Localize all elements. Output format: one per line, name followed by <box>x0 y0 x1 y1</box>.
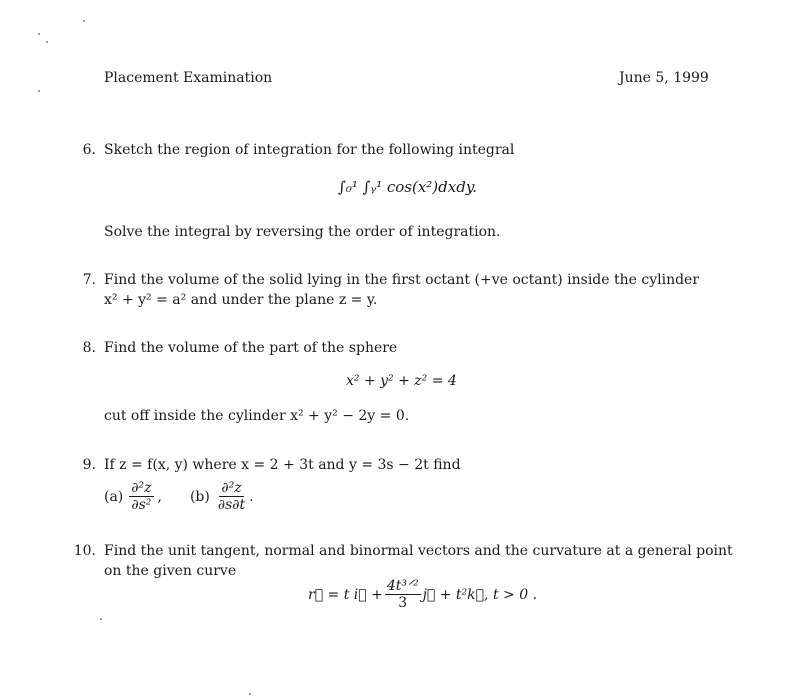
question-6-integral: ∫₀¹ ∫ᵧ¹ cos(x²)dxdy. <box>338 178 478 196</box>
question-10-curve-equation <box>308 578 537 611</box>
question-6-instruction: Solve the integral by reversing the order of integration. <box>104 224 501 240</box>
question-9-part-b-fraction <box>216 480 247 513</box>
question-9-part-b-numerator: ∂²z <box>221 480 242 496</box>
question-8-sphere-equation: x² + y² + z² = 4 <box>346 373 457 389</box>
scan-speck <box>38 33 40 35</box>
question-9-part-b-label: (b) <box>189 488 210 505</box>
scan-speck <box>83 20 85 22</box>
scan-speck <box>38 90 40 92</box>
question-10-text-line1: Find the unit tangent, normal and binormal vectors and the curvature at a general point <box>104 543 733 559</box>
question-9-part-a-fraction <box>129 480 153 513</box>
question-6-text: Sketch the region of integration for the following integral <box>104 142 515 158</box>
question-10-eq-right: j⃗ + t²k⃗, t > 0 . <box>422 586 538 603</box>
scan-speck <box>249 693 251 695</box>
question-9-text: If z = f(x, y) where x = 2 + 3t and y = 3s − 2t find <box>104 457 461 473</box>
question-6-number: 6. <box>82 142 96 158</box>
exam-title: Placement Examination <box>104 70 273 86</box>
question-10-eq-denominator: 3 <box>398 595 408 611</box>
question-10-eq-numerator: 4t³ᐟ² <box>386 578 419 594</box>
question-7-number: 7. <box>82 272 96 288</box>
question-8-number: 8. <box>82 340 96 356</box>
question-9-number: 9. <box>82 457 96 473</box>
exam-date: June 5, 1999 <box>619 70 709 86</box>
question-10-text-line2: on the given curve <box>104 563 237 579</box>
question-10-eq-fraction <box>385 578 421 611</box>
scan-speck <box>100 618 102 620</box>
question-10-eq-left: r⃗ = t i⃗ + <box>308 586 383 603</box>
question-9-part-b-denominator: ∂s∂t <box>217 497 246 513</box>
question-9-parts: (a) $\frac{\text{∂²z}}{\text{∂s²}}$ , (b) $\frac{\text{∂²z}}{\partial s\partial t}$ . <box>104 480 254 513</box>
question-7-text-line2: x² + y² = a² and under the plane z = y. <box>104 292 378 308</box>
question-8-text-line1: Find the volume of the part of the sphere <box>104 340 398 356</box>
question-9-part-a-label: (a) <box>104 488 124 505</box>
scan-speck <box>46 41 48 43</box>
question-9-part-a-numerator: ∂²z <box>131 480 152 496</box>
question-9-part-a-denominator: ∂s² <box>131 497 152 513</box>
question-7-text-line1: Find the volume of the solid lying in the first octant (+ve octant) inside the cylinder <box>104 272 700 288</box>
question-10-number: 10. <box>73 543 96 559</box>
question-8-text-line2: cut off inside the cylinder x² + y² − 2y = 0. <box>104 408 410 424</box>
